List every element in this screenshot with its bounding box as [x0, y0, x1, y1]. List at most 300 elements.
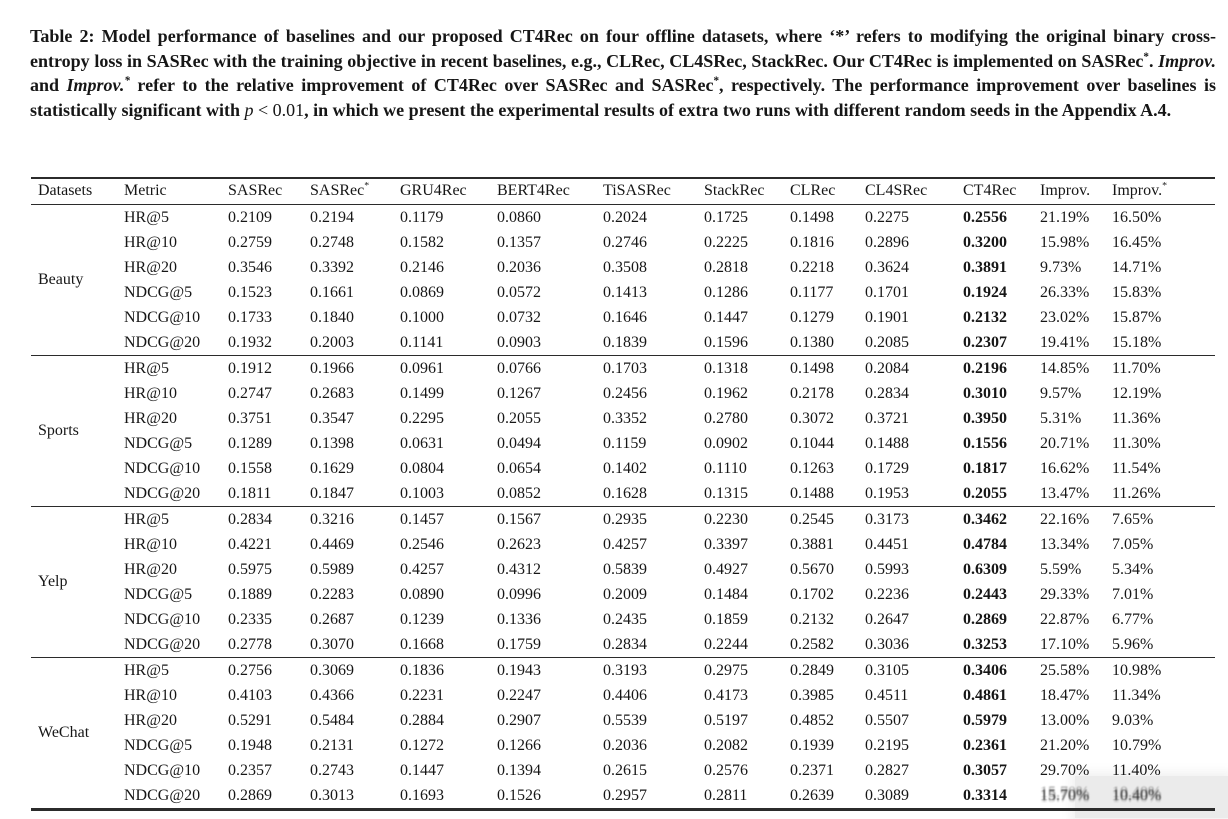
- metric-value: 0.1840: [310, 308, 354, 326]
- metric-value: 0.1380: [790, 333, 834, 351]
- improv-value: 26.33%: [1040, 283, 1090, 301]
- header-row: [31, 178, 1215, 205]
- metric-value: 0.2247: [497, 686, 541, 704]
- metric-label: HR@5: [124, 359, 169, 377]
- improv-star-value: 9.03%: [1112, 711, 1154, 729]
- col-header-gru4rec: [393, 178, 490, 205]
- metric-value: 0.1263: [790, 459, 834, 477]
- results-table: [31, 177, 1215, 811]
- metric-value: 0.0903: [497, 333, 541, 351]
- metric-value: 0.1498: [790, 359, 834, 377]
- metric-value: 0.1499: [400, 384, 444, 402]
- improv-value: 13.47%: [1040, 484, 1090, 502]
- improv-star-value: 10.98%: [1112, 661, 1162, 679]
- table-row: [31, 381, 1215, 406]
- metric-value: 0.0890: [400, 585, 444, 603]
- improv-star-value: 7.05%: [1112, 535, 1154, 553]
- ct4rec-value: 0.3462: [963, 510, 1007, 528]
- metric-value: 0.2085: [865, 333, 909, 351]
- metric-value: 0.1289: [228, 434, 272, 452]
- metric-label: NDCG@20: [124, 484, 201, 502]
- col-header-sasrec: [221, 178, 303, 205]
- metric-value: 0.1488: [865, 434, 909, 452]
- ct4rec-value: 0.1924: [963, 283, 1007, 301]
- ct4rec-value: 0.4861: [963, 686, 1007, 704]
- improv-star-value: 11.26%: [1112, 484, 1161, 502]
- metric-value: 0.0961: [400, 359, 444, 377]
- metric-value: 0.3508: [603, 258, 647, 276]
- ct4rec-value: 0.3200: [963, 233, 1007, 251]
- metric-value: 0.4366: [310, 686, 354, 704]
- metric-label: HR@20: [124, 711, 177, 729]
- metric-value: 0.2746: [603, 233, 647, 251]
- metric-value: 0.1816: [790, 233, 834, 251]
- col-header-label: Datasets: [38, 182, 93, 199]
- ct4rec-value: 0.4784: [963, 535, 1007, 553]
- metric-value: 0.2178: [790, 384, 834, 402]
- metric-label: HR@10: [124, 686, 177, 704]
- metric-value: 0.3392: [310, 258, 354, 276]
- metric-value: 0.0631: [400, 434, 444, 452]
- metric-value: 0.2055: [497, 409, 541, 427]
- metric-value: 0.3069: [310, 661, 354, 679]
- ct4rec-value: 0.3253: [963, 635, 1007, 653]
- metric-value: 0.4312: [497, 560, 541, 578]
- metric-value: 0.1693: [400, 786, 444, 804]
- metric-value: 0.2907: [497, 711, 541, 729]
- ct4rec-value: 0.2196: [963, 359, 1007, 377]
- metric-value: 0.1725: [704, 208, 748, 226]
- metric-value: 0.5539: [603, 711, 647, 729]
- metric-value: 0.4451: [865, 535, 909, 553]
- table-row: [31, 758, 1215, 783]
- metric-value: 0.3072: [790, 409, 834, 427]
- improv-value: 5.59%: [1040, 560, 1082, 578]
- caption-segment: < 0.01: [253, 99, 305, 120]
- ct4rec-value: 0.5979: [963, 711, 1007, 729]
- col-header-label: CL4SRec: [865, 182, 928, 199]
- metric-value: 0.4221: [228, 535, 272, 553]
- section-sports: [31, 356, 1215, 507]
- metric-value: 0.2935: [603, 510, 647, 528]
- metric-value: 0.5975: [228, 560, 272, 578]
- metric-value: 0.1912: [228, 359, 272, 377]
- metric-value: 0.2357: [228, 761, 272, 779]
- metric-value: 0.4257: [603, 535, 647, 553]
- metric-label: HR@20: [124, 409, 177, 427]
- col-header-label: SASRec: [310, 182, 365, 199]
- caption-segment: *: [124, 75, 130, 88]
- improv-value: 21.20%: [1040, 736, 1090, 754]
- improv-value: 19.41%: [1040, 333, 1090, 351]
- caption-segment: *: [1143, 50, 1149, 63]
- metric-value: 0.1839: [603, 333, 647, 351]
- metric-value: 0.2778: [228, 635, 272, 653]
- metric-value: 0.1179: [400, 208, 444, 226]
- improv-value: 15.70%: [1040, 786, 1090, 804]
- improv-value: 17.10%: [1040, 635, 1090, 653]
- metric-value: 0.0996: [497, 585, 541, 603]
- ct4rec-value: 0.3010: [963, 384, 1007, 402]
- metric-value: 0.1962: [704, 384, 748, 402]
- metric-value: 0.1953: [865, 484, 909, 502]
- table-row: [31, 456, 1215, 481]
- metric-value: 0.1286: [704, 283, 748, 301]
- table-row: [31, 708, 1215, 733]
- col-header-improv: [1033, 178, 1105, 205]
- metric-value: 0.1336: [497, 610, 541, 628]
- improv-star-value: 6.77%: [1112, 610, 1154, 628]
- metric-value: 0.2131: [310, 736, 354, 754]
- improv-value: 21.19%: [1040, 208, 1090, 226]
- table-row: [31, 230, 1215, 255]
- col-header-label: SASRec: [228, 182, 283, 199]
- table-caption: [30, 24, 1216, 122]
- metric-value: 0.2024: [603, 208, 647, 226]
- metric-value: 0.1272: [400, 736, 444, 754]
- metric-value: 0.1457: [400, 510, 444, 528]
- metric-value: 0.2743: [310, 761, 354, 779]
- improv-value: 5.31%: [1040, 409, 1082, 427]
- metric-value: 0.2818: [704, 258, 748, 276]
- col-header-tisasrec: [596, 178, 697, 205]
- metric-value: 0.1266: [497, 736, 541, 754]
- metric-value: 0.2576: [704, 761, 748, 779]
- metric-value: 0.4511: [865, 686, 909, 704]
- caption-segment: *: [713, 75, 720, 88]
- col-header-label: CLRec: [790, 182, 836, 199]
- metric-value: 0.1239: [400, 610, 444, 628]
- metric-value: 0.2283: [310, 585, 354, 603]
- metric-value: 0.1398: [310, 434, 354, 452]
- metric-value: 0.0732: [497, 308, 541, 326]
- metric-value: 0.2335: [228, 610, 272, 628]
- dataset-label: WeChat: [38, 724, 90, 741]
- ct4rec-value: 0.6309: [963, 560, 1007, 578]
- metric-value: 0.2615: [603, 761, 647, 779]
- improv-star-value: 10.40%: [1112, 786, 1162, 804]
- metric-value: 0.2456: [603, 384, 647, 402]
- metric-value: 0.3751: [228, 409, 272, 427]
- metric-value: 0.1177: [790, 283, 834, 301]
- metric-value: 0.2975: [704, 661, 748, 679]
- metric-label: HR@20: [124, 258, 177, 276]
- improv-star-value: 5.96%: [1112, 635, 1154, 653]
- metric-value: 0.0572: [497, 283, 541, 301]
- metric-label: NDCG@5: [124, 434, 193, 452]
- metric-value: 0.1394: [497, 761, 541, 779]
- improv-star-value: 5.34%: [1112, 560, 1154, 578]
- metric-value: 0.1318: [704, 359, 748, 377]
- metric-value: 0.2435: [603, 610, 647, 628]
- col-header-label: TiSASRec: [603, 182, 671, 199]
- metric-value: 0.1413: [603, 283, 647, 301]
- improv-star-value: 11.30%: [1112, 434, 1161, 452]
- col-header-metric: [117, 178, 221, 205]
- caption-segment: and: [30, 75, 67, 96]
- improv-star-value: 11.70%: [1112, 359, 1161, 377]
- metric-value: 0.0852: [497, 484, 541, 502]
- superscript-asterisk: *: [1162, 180, 1168, 192]
- metric-value: 0.5484: [310, 711, 354, 729]
- improv-value: 20.71%: [1040, 434, 1090, 452]
- metric-label: NDCG@10: [124, 308, 201, 326]
- metric-label: HR@10: [124, 384, 177, 402]
- metric-label: NDCG@5: [124, 585, 193, 603]
- metric-value: 0.1498: [790, 208, 834, 226]
- metric-value: 0.3985: [790, 686, 834, 704]
- metric-value: 0.3881: [790, 535, 834, 553]
- improv-value: 23.02%: [1040, 308, 1090, 326]
- superscript-asterisk: *: [364, 180, 370, 192]
- col-header-label: BERT4Rec: [497, 182, 570, 199]
- table-row: [31, 356, 1215, 382]
- section-wechat: [31, 658, 1215, 810]
- improv-star-value: 11.40%: [1112, 761, 1161, 779]
- metric-value: 0.1558: [228, 459, 272, 477]
- improv-value: 15.98%: [1040, 233, 1090, 251]
- metric-value: 0.2756: [228, 661, 272, 679]
- metric-value: 0.3013: [310, 786, 354, 804]
- col-header-clrec: [783, 178, 858, 205]
- metric-value: 0.2275: [865, 208, 909, 226]
- metric-value: 0.2639: [790, 786, 834, 804]
- metric-value: 0.4257: [400, 560, 444, 578]
- metric-value: 0.1668: [400, 635, 444, 653]
- col-header-stackrec: [697, 178, 783, 205]
- metric-value: 0.1044: [790, 434, 834, 452]
- metric-value: 0.1267: [497, 384, 541, 402]
- table-row: [31, 406, 1215, 431]
- metric-value: 0.1000: [400, 308, 444, 326]
- improv-value: 18.47%: [1040, 686, 1090, 704]
- ct4rec-value: 0.2361: [963, 736, 1007, 754]
- table-row: [31, 431, 1215, 456]
- metric-label: NDCG@10: [124, 610, 201, 628]
- improv-value: 13.00%: [1040, 711, 1090, 729]
- col-header-datasets: [31, 178, 117, 205]
- improv-value: 16.62%: [1040, 459, 1090, 477]
- improv-star-value: 15.83%: [1112, 283, 1162, 301]
- metric-value: 0.1484: [704, 585, 748, 603]
- table-row: [31, 557, 1215, 582]
- improv-star-value: 7.65%: [1112, 510, 1154, 528]
- metric-value: 0.5993: [865, 560, 909, 578]
- metric-label: HR@10: [124, 535, 177, 553]
- metric-label: HR@5: [124, 661, 169, 679]
- table-row: [31, 658, 1215, 684]
- caption-segment: Improv.: [66, 75, 125, 96]
- metric-value: 0.2036: [603, 736, 647, 754]
- caption-segment: Table 2: Model performance of baselines and our proposed CT4Rec on four offline datasets, where ‘*’ refers to modifying the original binary cross-entropy loss in SASRec with the training objective in recent baselines, e.g., CLRec, CL4SRec, StackRec. Our CT4Rec is implemented on SASRec: [30, 26, 1216, 71]
- ct4rec-value: 0.3950: [963, 409, 1007, 427]
- metric-value: 0.1702: [790, 585, 834, 603]
- metric-value: 0.2957: [603, 786, 647, 804]
- col-header-bert4rec: [490, 178, 596, 205]
- metric-value: 0.2084: [865, 359, 909, 377]
- metric-value: 0.3070: [310, 635, 354, 653]
- table-row: [31, 255, 1215, 280]
- metric-value: 0.1661: [310, 283, 354, 301]
- metric-value: 0.1701: [865, 283, 909, 301]
- table-row: [31, 632, 1215, 658]
- metric-value: 0.2759: [228, 233, 272, 251]
- metric-value: 0.1859: [704, 610, 748, 628]
- metric-value: 0.1836: [400, 661, 444, 679]
- metric-value: 0.3036: [865, 635, 909, 653]
- ct4rec-value: 0.2307: [963, 333, 1007, 351]
- metric-value: 0.3173: [865, 510, 909, 528]
- metric-value: 0.1901: [865, 308, 909, 326]
- metric-value: 0.2109: [228, 208, 272, 226]
- metric-value: 0.4469: [310, 535, 354, 553]
- metric-value: 0.0766: [497, 359, 541, 377]
- metric-value: 0.1939: [790, 736, 834, 754]
- improv-star-value: 7.01%: [1112, 585, 1154, 603]
- improv-star-value: 16.45%: [1112, 233, 1162, 251]
- metric-value: 0.1596: [704, 333, 748, 351]
- ct4rec-value: 0.3406: [963, 661, 1007, 679]
- metric-value: 0.1966: [310, 359, 354, 377]
- metric-value: 0.2003: [310, 333, 354, 351]
- metric-label: HR@10: [124, 233, 177, 251]
- section-yelp: [31, 507, 1215, 658]
- table-row: [31, 783, 1215, 810]
- dataset-label: Yelp: [38, 573, 68, 590]
- metric-label: HR@5: [124, 208, 169, 226]
- improv-value: 9.57%: [1040, 384, 1082, 402]
- table-row: [31, 532, 1215, 557]
- metric-value: 0.0654: [497, 459, 541, 477]
- caption-segment: refer to the relative improvement of CT4Rec over SASRec and SASRec: [129, 75, 714, 96]
- metric-value: 0.1943: [497, 661, 541, 679]
- metric-value: 0.2230: [704, 510, 748, 528]
- metric-value: 0.1141: [400, 333, 444, 351]
- metric-value: 0.1279: [790, 308, 834, 326]
- table-row: [31, 607, 1215, 632]
- metric-value: 0.1646: [603, 308, 647, 326]
- metric-value: 0.1523: [228, 283, 272, 301]
- metric-value: 0.1629: [310, 459, 354, 477]
- metric-value: 0.2195: [865, 736, 909, 754]
- caption-segment: p: [244, 99, 254, 120]
- ct4rec-value: 0.2556: [963, 208, 1007, 226]
- ct4rec-value: 0.1817: [963, 459, 1007, 477]
- metric-value: 0.2244: [704, 635, 748, 653]
- metric-value: 0.2747: [228, 384, 272, 402]
- metric-value: 0.5197: [704, 711, 748, 729]
- metric-value: 0.2194: [310, 208, 354, 226]
- metric-value: 0.5507: [865, 711, 909, 729]
- dataset-label: Sports: [38, 422, 79, 439]
- ct4rec-value: 0.2443: [963, 585, 1007, 603]
- metric-value: 0.3193: [603, 661, 647, 679]
- metric-value: 0.2834: [228, 510, 272, 528]
- improv-star-value: 12.19%: [1112, 384, 1162, 402]
- metric-value: 0.2218: [790, 258, 834, 276]
- metric-value: 0.2082: [704, 736, 748, 754]
- metric-value: 0.5989: [310, 560, 354, 578]
- ct4rec-value: 0.2055: [963, 484, 1007, 502]
- metric-value: 0.5291: [228, 711, 272, 729]
- metric-label: NDCG@20: [124, 635, 201, 653]
- col-header-cl4srec: [858, 178, 956, 205]
- metric-value: 0.2896: [865, 233, 909, 251]
- metric-value: 0.3089: [865, 786, 909, 804]
- metric-value: 0.1948: [228, 736, 272, 754]
- metric-value: 0.1526: [497, 786, 541, 804]
- caption-segment: .: [1149, 50, 1159, 71]
- metric-value: 0.0869: [400, 283, 444, 301]
- improv-value: 29.70%: [1040, 761, 1090, 779]
- metric-label: NDCG@20: [124, 333, 201, 351]
- metric-value: 0.2545: [790, 510, 834, 528]
- metric-value: 0.0804: [400, 459, 444, 477]
- improv-star-value: 16.50%: [1112, 208, 1162, 226]
- metric-value: 0.1729: [865, 459, 909, 477]
- improv-star-value: 15.18%: [1112, 333, 1162, 351]
- metric-value: 0.2146: [400, 258, 444, 276]
- metric-value: 0.4927: [704, 560, 748, 578]
- col-header-sasrec: [303, 178, 393, 205]
- metric-value: 0.2295: [400, 409, 444, 427]
- improv-star-value: 11.36%: [1112, 409, 1161, 427]
- metric-value: 0.1759: [497, 635, 541, 653]
- metric-value: 0.1889: [228, 585, 272, 603]
- table-row: [31, 507, 1215, 533]
- metric-value: 0.0860: [497, 208, 541, 226]
- metric-value: 0.0494: [497, 434, 541, 452]
- col-header-label: GRU4Rec: [400, 182, 467, 199]
- ct4rec-value: 0.3057: [963, 761, 1007, 779]
- table-row: [31, 305, 1215, 330]
- metric-value: 0.1315: [704, 484, 748, 502]
- improv-value: 13.34%: [1040, 535, 1090, 553]
- metric-value: 0.2827: [865, 761, 909, 779]
- metric-value: 0.2009: [603, 585, 647, 603]
- metric-value: 0.1447: [400, 761, 444, 779]
- col-header-improv: [1105, 178, 1215, 205]
- metric-value: 0.2132: [790, 610, 834, 628]
- metric-value: 0.3546: [228, 258, 272, 276]
- improv-star-value: 10.79%: [1112, 736, 1162, 754]
- metric-value: 0.5839: [603, 560, 647, 578]
- caption-segment: , in which we present the experimental results of extra two runs with different random seeds in the Appendix A.4.: [304, 99, 1172, 120]
- metric-label: NDCG@10: [124, 459, 201, 477]
- table-row: [31, 683, 1215, 708]
- col-header-label: CT4Rec: [963, 182, 1017, 199]
- metric-value: 0.2811: [704, 786, 748, 804]
- metric-value: 0.1811: [228, 484, 272, 502]
- col-header-label: Metric: [124, 182, 167, 199]
- metric-value: 0.4852: [790, 711, 834, 729]
- metric-value: 0.2582: [790, 635, 834, 653]
- ct4rec-value: 0.3891: [963, 258, 1007, 276]
- section-beauty: [31, 205, 1215, 356]
- metric-value: 0.1567: [497, 510, 541, 528]
- metric-value: 0.1847: [310, 484, 354, 502]
- metric-value: 0.0902: [704, 434, 748, 452]
- ct4rec-value: 0.1556: [963, 434, 1007, 452]
- metric-value: 0.1447: [704, 308, 748, 326]
- caption-segment: Improv.: [1158, 50, 1216, 71]
- col-header-label: Improv.: [1040, 182, 1091, 199]
- improv-value: 29.33%: [1040, 585, 1090, 603]
- metric-value: 0.1003: [400, 484, 444, 502]
- metric-value: 0.1628: [603, 484, 647, 502]
- metric-value: 0.1488: [790, 484, 834, 502]
- metric-value: 0.2036: [497, 258, 541, 276]
